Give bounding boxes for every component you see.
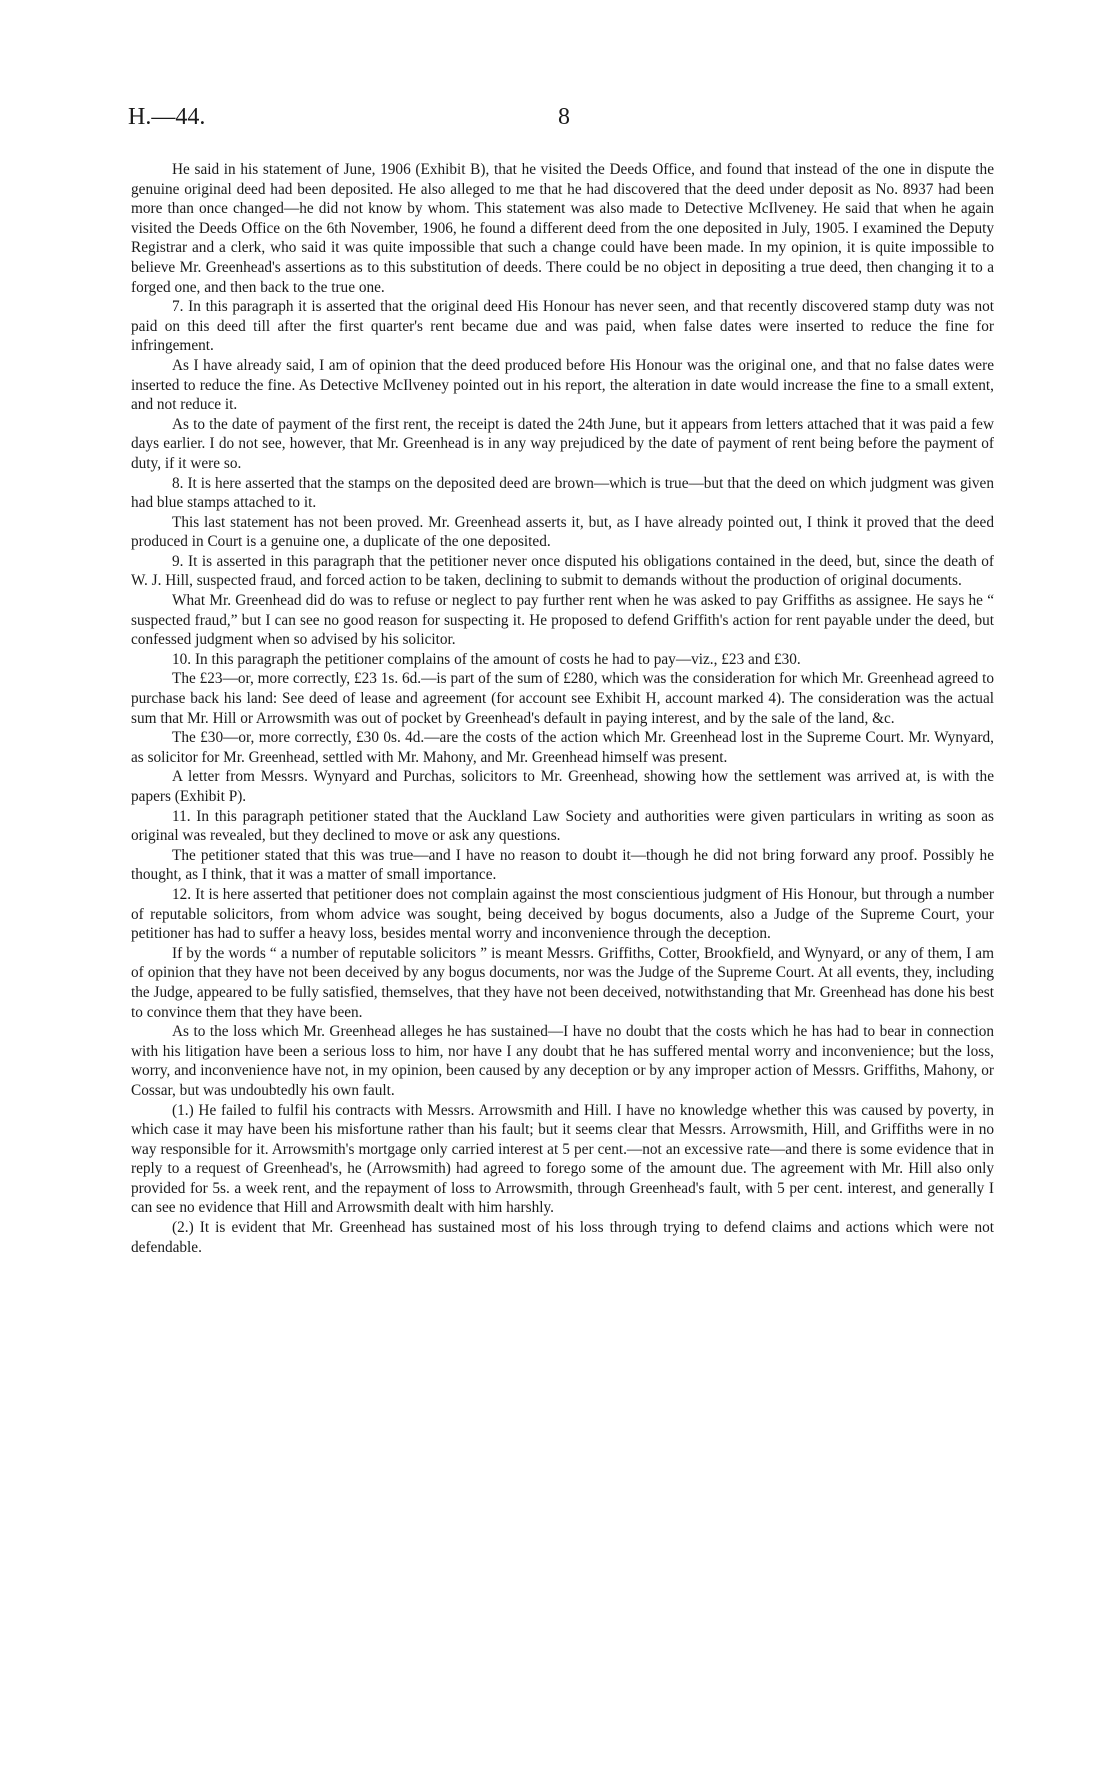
paragraph-12-reply-solicitors: If by the words “ a number of reputable solicitors ” is meant Messrs. Griffiths, Cotter, Brookfield, and Wynyard, or any of them, I am of opinion that they have not been deceived by any bogus documents, nor was the Judge of the Supreme Court. At all events, they, including the Judge, appeared to be fully satisfied, themselves, that they have not been deceived, notwithstanding that Mr. Greenhead has done his best to convince them that they have been. [131, 944, 994, 1021]
page-header [128, 104, 988, 138]
paragraph-deeds-office: He said in his statement of June, 1906 (Exhibit B), that he visited the Deeds Office, and found that instead of the one in dispute the genuine original deed had been deposited. He also alleged to me that he had discovered that the deed under deposit as No. 8937 had been more than once changed—he did not know by whom. This statement was also made to Detective McIlveney. He said that when he again visited the Deeds Office on the 6th November, 1906, he found a different deed from the one deposited in July, 1905. I examined the Deputy Registrar and a clerk, who said it was quite impossible that such a change could have been made. In my opinion, it is quite impossible to believe Mr. Greenhead's assertions as to this substitution of deeds. There could be no object in depositing a true deed, then changing it to a forged one, and then back to the true one. [131, 161, 994, 296]
paragraph-8: 8. It is here asserted that the stamps on the deposited deed are brown—which is true—but that the deed on which judgment was given had blue stamps attached to it. [131, 474, 994, 512]
paragraph-7-reply-deed: As I have already said, I am of opinion that the deed produced before His Honour was the original one, and that no false dates were inserted to reduce the fine. As Detective McIlveney pointed out in his report, the alteration in date would increase the fine to a small extent, and not reduce it. [131, 356, 994, 414]
paragraph-point-1: (1.) He failed to fulfil his contracts with Messrs. Arrowsmith and Hill. I have no knowledge whether this was caused by poverty, in which case it may have been his misfortune rather than his fault; but it seems clear that Messrs. Arrowsmith, Hill, and Griffiths were in no way responsible for it. Arrowsmith's mortgage only carried interest at 5 per cent.—not an excessive rate—and there is some evidence that in reply to a request of Greenhead's, he (Arrowsmith) had agreed to forego some of the amount due. The agreement with Mr. Hill also only provided for 5s. a week rent, and the repayment of loss to Arrowsmith, through Greenhead's fault, with 5 per cent. interest, and generally I can see no evidence that Hill and Arrowsmith dealt with him harshly. [131, 1101, 994, 1217]
paragraph-7-reply-rent: As to the date of payment of the first rent, the receipt is dated the 24th June, but it appears from letters attached that it was paid a few days earlier. I do not see, however, that Mr. Greenhead is in any way prejudiced by the date of payment of rent being before the payment of duty, if it were so. [131, 415, 994, 472]
paragraph-10: 10. In this paragraph the petitioner complains of the amount of costs he had to pay—viz., £23 and £30. [172, 650, 801, 668]
paragraph-12-reply-loss: As to the loss which Mr. Greenhead alleges he has sustained—I have no doubt that the costs which he has had to bear in connection with his litigation have been a serious loss to him, nor have I any doubt that he has suffered mental worry and inconvenience; but the loss, worry, and inconvenience have not, in my opinion, been caused by any deception or by any improper action of Messrs. Griffiths, Mahony, or Cossar, but was undoubtedly his own fault. [131, 1023, 994, 1099]
paragraph-11-reply: The petitioner stated that this was true—and I have no reason to doubt it—though he did not bring forward any proof. Possibly he thought, as I think, that it was a matter of small importance. [131, 846, 994, 884]
paragraph-12: 12. It is here asserted that petitioner does not complain against the most conscientious judgment of His Honour, but through a number of reputable solicitors, from whom advice was sought, being deceived by bogus documents, also a Judge of the Supreme Court, your petitioner has had to suffer a heavy loss, besides mental worry and inconvenience through the deception. [131, 885, 994, 943]
paragraph-8-reply: This last statement has not been proved. Mr. Greenhead asserts it, but, as I have already pointed out, I think it proved that the deed produced in Court is a genuine one, a duplicate of the one deposited. [131, 513, 994, 551]
paragraph-point-2: (2.) It is evident that Mr. Greenhead has sustained most of his loss through trying to defend claims and actions which were not defendable. [131, 1219, 994, 1256]
paragraph-9-reply: What Mr. Greenhead did do was to refuse or neglect to pay further rent when he was asked to pay Griffiths as assignee. He says he “ suspected fraud,” but I can see no good reason for suspecting it. He proposed to defend Griffith's action for rent payable under the deed, but confessed judgment when so advised by his solicitor. [131, 592, 994, 649]
body-text [131, 160, 994, 1257]
paragraph-10-reply-30: The £30—or, more correctly, £30 0s. 4d.—are the costs of the action which Mr. Greenhead lost in the Supreme Court. Mr. Wynyard, as solicitor for Mr. Greenhead, settled with Mr. Mahony, and Mr. Greenhead himself was present. [131, 729, 994, 766]
paragraph-11: 11. In this paragraph petitioner stated that the Auckland Law Society and authorities were given particulars in writing as soon as original was revealed, but they declined to move or ask any questions. [131, 807, 994, 845]
paragraph-10-reply-23: The £23—or, more correctly, £23 1s. 6d.—is part of the sum of £280, which was the consideration for which Mr. Greenhead agreed to purchase back his land: See deed of lease and agreement (for account see Exhibit H, account marked 4). The consideration was the actual sum that Mr. Hill or Arrowsmith was out of pocket by Greenhead's default in paying interest, and by the sale of the land, &c. [131, 670, 994, 727]
paragraph-7: 7. In this paragraph it is asserted that the original deed His Honour has never seen, and that recently discovered stamp duty was not paid on this deed till after the first quarter's rent became due and was paid, when false dates were inserted to reduce the fine for infringement. [131, 298, 994, 355]
paragraph-9: 9. It is asserted in this paragraph that the petitioner never once disputed his obligations contained in the deed, but, since the death of W. J. Hill, suspected fraud, and forced action to be taken, declining to submit to demands without the production of original documents. [131, 552, 994, 590]
document-reference: H.—44. [128, 104, 206, 130]
page-number: 8 [558, 104, 570, 130]
paragraph-10-letter: A letter from Messrs. Wynyard and Purchas, solicitors to Mr. Greenhead, showing how the settlement was arrived at, is with the papers (Exhibit P). [131, 768, 994, 805]
